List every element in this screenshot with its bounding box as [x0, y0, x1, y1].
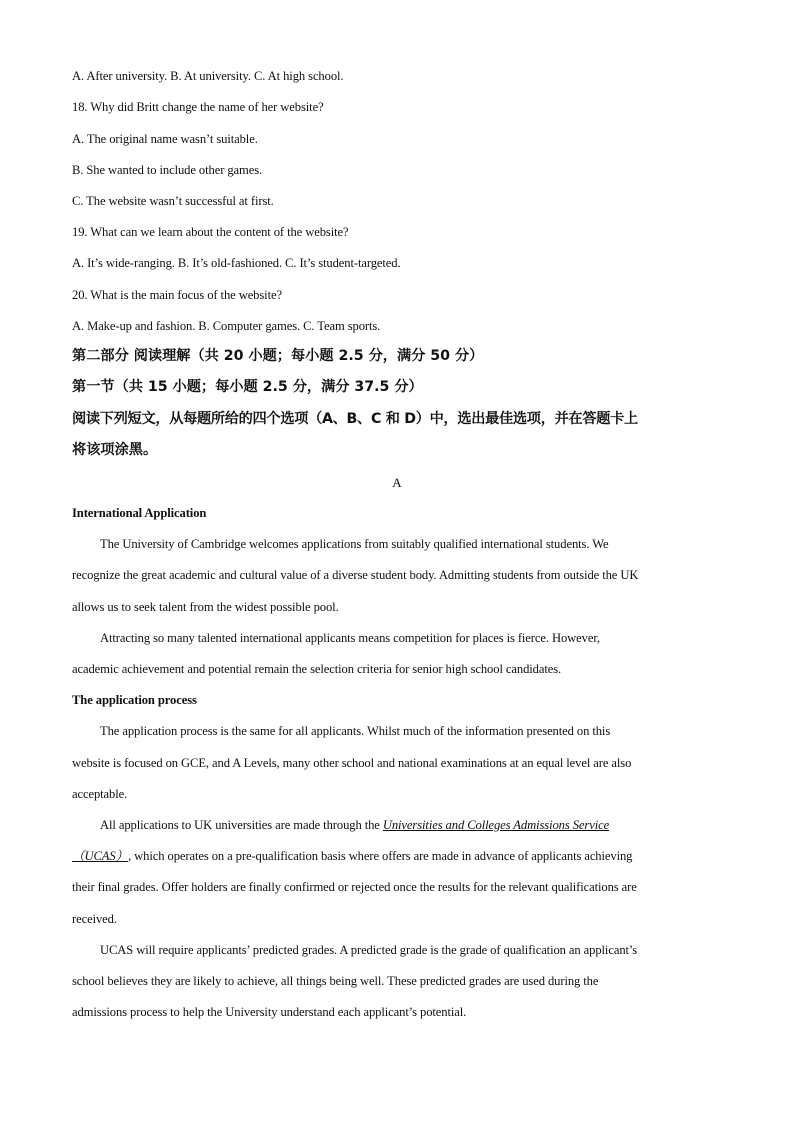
q20-question: 20. What is the main focus of the website?: [72, 288, 282, 302]
q18-option-c: C. The website wasn’t successful at first.: [72, 194, 274, 208]
p1-line-1: The University of Cambridge welcomes applications from suitably qualified international students. We: [100, 537, 609, 551]
p2-line-1: Attracting so many talented international applicants means competition for places is fierce. However,: [100, 631, 600, 645]
ucas-abbrev-link[interactable]: （UCAS）: [72, 849, 129, 863]
q19-question: 19. What can we learn about the content of the website?: [72, 225, 349, 239]
p4-line-3: their final grades. Offer holders are finally confirmed or rejected once the results for the relevant qualifications are: [72, 880, 637, 894]
section-one-title: 第一节（共 15 小题；每小题 2.5 分，满分 37.5 分）: [72, 379, 423, 395]
p1-line-3: allows us to seek talent from the widest possible pool.: [72, 600, 339, 614]
p5-line-2: school believes they are likely to achieve, all things being well. These predicted grades are used during the: [72, 974, 599, 988]
p2-line-2: academic achievement and potential remain the selection criteria for senior high school candidates.: [72, 662, 562, 676]
p5-line-3: admissions process to help the University understand each applicant’s potential.: [72, 1005, 467, 1019]
p3-line-1: The application process is the same for all applicants. Whilst much of the information presented on this: [100, 724, 611, 738]
q17-options: A. After university. B. At university. C. At high school.: [72, 69, 344, 83]
heading-application-process: The application process: [72, 693, 197, 707]
q18-option-a: A. The original name wasn’t suitable.: [72, 132, 258, 146]
instruction-line-1: 阅读下列短文，从每题所给的四个选项（A、B、C 和 D）中，选出最佳选项，并在答题卡上: [72, 411, 638, 427]
ucas-link[interactable]: Universities and Colleges Admissions Service: [382, 818, 610, 832]
p5-line-1: UCAS will require applicants’ predicted grades. A predicted grade is the grade of qualification an applicant’s: [100, 943, 638, 957]
p3-line-3: acceptable.: [72, 787, 128, 801]
p4-line-1-text: All applications to UK universities are made through the: [100, 818, 383, 832]
p4-line-2: [72, 848, 722, 864]
p4-line-2-text: , which operates on a pre-qualification basis where offers are made in advance of applicants achieving: [128, 849, 633, 863]
heading-international-application: International Application: [72, 506, 207, 520]
q20-options: A. Make-up and fashion. B. Computer games. C. Team sports.: [72, 319, 381, 333]
part-two-title: 第二部分 阅读理解（共 20 小题；每小题 2.5 分，满分 50 分）: [72, 348, 484, 364]
p1-line-2: recognize the great academic and cultural value of a diverse student body. Admitting students from outside the UK: [72, 568, 639, 582]
q18-option-b: B. She wanted to include other games.: [72, 163, 263, 177]
passage-label: A: [392, 475, 402, 490]
q18-question: 18. Why did Britt change the name of her website?: [72, 100, 324, 114]
p3-line-2: website is focused on GCE, and A Levels, many other school and national examinations at an equal level are also: [72, 756, 632, 770]
p4-line-4: received.: [72, 912, 117, 926]
p4-line-1: [100, 817, 750, 833]
instruction-line-2: 将该项涂黑。: [72, 442, 158, 458]
q19-options: A. It’s wide-ranging. B. It’s old-fashioned. C. It’s student-targeted.: [72, 256, 401, 270]
